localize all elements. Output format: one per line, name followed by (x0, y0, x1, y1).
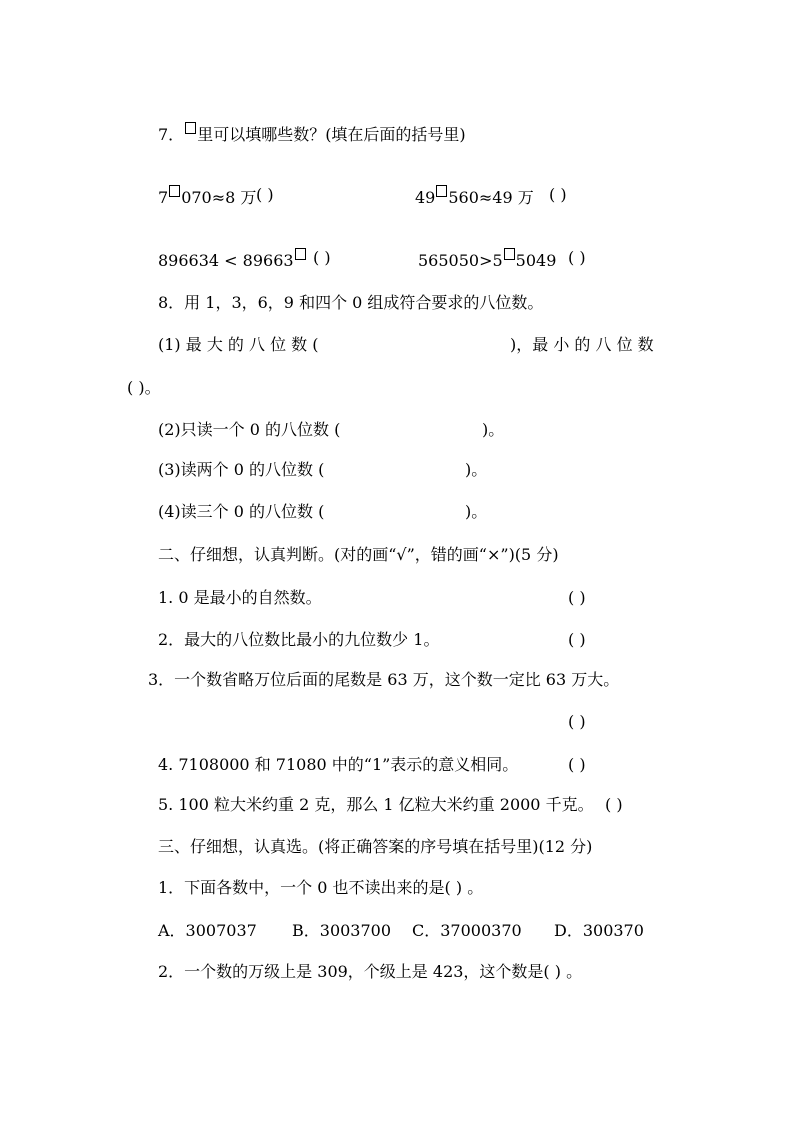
s2-item-3-answer[interactable]: ( ) (568, 712, 586, 731)
q8-heading: 8．用 1，3，6，9 和四个 0 组成符合要求的八位数。 (158, 293, 544, 312)
s2-item-5-answer[interactable]: ( ) (605, 795, 623, 814)
q8-part3-end[interactable]: )。 (465, 460, 488, 479)
blank-box-icon (185, 122, 196, 134)
q8-part1: (1) 最 大 的 八 位 数 ( (158, 335, 319, 354)
s2-item-5: 5. 100 粒大米约重 2 克，那么 1 亿粒大米约重 2000 千克。 (158, 795, 594, 814)
s3-q1: 1．下面各数中，一个 0 也不读出来的是( ) 。 (158, 878, 484, 897)
s3-option-c[interactable]: C．37000370 (412, 921, 522, 940)
q7-text: 里可以填哪些数？(填在后面的括号里) (197, 125, 466, 144)
section2-title: 二、仔细想，认真判断。(对的画“√”，错的画“×”)(5 分) (158, 545, 559, 564)
s2-item-4: 4. 7108000 和 71080 中的“1”表示的意义相同。 (158, 755, 519, 774)
s3-option-a[interactable]: A．3007037 (158, 921, 257, 940)
blank-box-icon (436, 185, 447, 197)
q8-part4-end[interactable]: )。 (465, 502, 488, 521)
q7-d: 565050>5 5049 (418, 248, 556, 271)
s3-q2: 2．一个数的万级上是 309，个级上是 423，这个数是( ) 。 (158, 962, 583, 981)
s2-item-2: 2．最大的八位数比最小的九位数少 1。 (158, 630, 440, 649)
q8-part3: (3)读两个 0 的八位数 ( (158, 460, 325, 479)
q7-number: 7． (158, 125, 185, 144)
q7-c-answer[interactable]: ( ) (313, 248, 331, 267)
q7-a: 7 070≈8 万 (158, 185, 256, 208)
blank-box-icon (295, 248, 306, 260)
s2-item-4-answer[interactable]: ( ) (568, 755, 586, 774)
s2-item-1: 1. 0 是最小的自然数。 (158, 588, 322, 607)
q7-c: 896634 < 89663 (158, 248, 307, 271)
q7-b-answer[interactable]: ( ) (549, 185, 567, 204)
section3-title: 三、仔细想，认真选。(将正确答案的序号填在括号里)(12 分) (158, 837, 593, 856)
s2-item-3: 3．一个数省略万位后面的尾数是 63 万，这个数一定比 63 万大。 (148, 670, 620, 689)
q8-part2-end[interactable]: )。 (482, 420, 505, 439)
s3-option-b[interactable]: B．3003700 (292, 921, 392, 940)
q8-part1-cont[interactable]: ( )。 (127, 378, 161, 397)
s3-option-d[interactable]: D．300370 (554, 921, 644, 940)
blank-box-icon (169, 185, 180, 197)
s2-item-1-answer[interactable]: ( ) (568, 588, 586, 607)
blank-box-icon (504, 248, 515, 260)
s2-item-2-answer[interactable]: ( ) (568, 630, 586, 649)
q8-part4: (4)读三个 0 的八位数 ( (158, 502, 325, 521)
q7-a-answer[interactable]: ( ) (256, 185, 274, 204)
q8-part2: (2)只读一个 0 的八位数 ( (158, 420, 341, 439)
q7-b: 49 560≈49 万 (415, 185, 534, 208)
q7-d-answer[interactable]: ( ) (568, 248, 586, 267)
q7-heading (158, 122, 466, 145)
q8-part1-mid: )，最 小 的 八 位 数 (510, 335, 654, 354)
